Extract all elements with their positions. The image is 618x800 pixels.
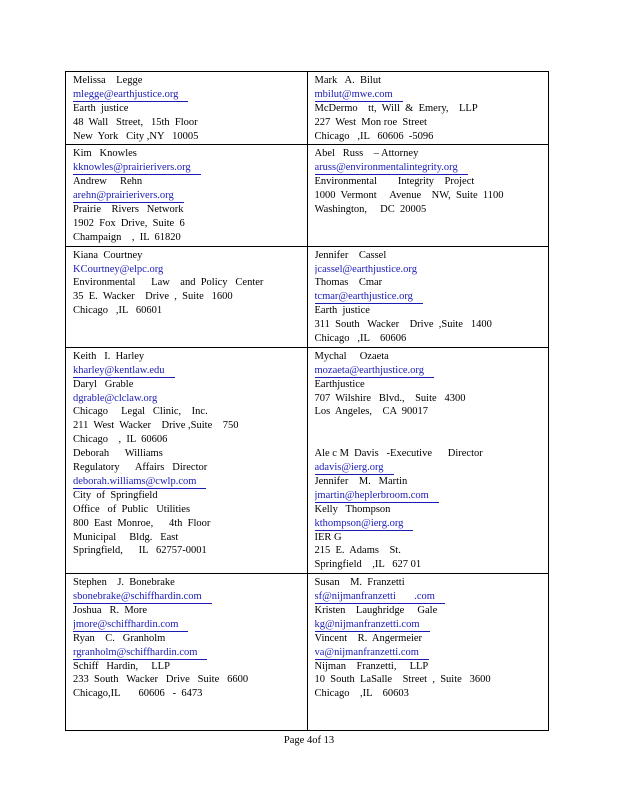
contact-text-line: Office of Public Utilities xyxy=(73,503,191,515)
email-link[interactable]: sf@nijmanfranzetti .com xyxy=(315,591,445,604)
contact-text-line: Chicago,IL 60606 - 6473 xyxy=(73,688,203,700)
email-link-line xyxy=(315,461,543,475)
table-row xyxy=(66,72,549,145)
contact-text-line: Washington, DC 20005 xyxy=(314,204,427,216)
email-link[interactable]: mlegge@earthjustice.org xyxy=(73,89,188,102)
blank-line xyxy=(73,701,301,715)
email-link-line xyxy=(315,161,543,175)
email-link-line xyxy=(315,263,543,277)
email-link-line xyxy=(315,489,543,503)
contact-text-line: 211 West Wacker Drive ,Suite 750 xyxy=(73,420,239,432)
contact-text-line: 1902 Fox Drive, Suite 6 xyxy=(73,217,185,229)
contact-text-line: Daryl Grable xyxy=(73,378,134,390)
email-link-line xyxy=(315,590,543,604)
contact-text-line: Vincent R. Angermeier xyxy=(314,632,423,644)
email-link[interactable]: kg@nijmanfranzetti.com xyxy=(315,619,430,632)
email-link-line xyxy=(73,364,301,378)
email-link[interactable]: tcmar@earthjustice.org xyxy=(315,291,423,304)
blank-line xyxy=(315,433,543,447)
contact-text-line: Earth justice xyxy=(314,305,370,317)
contact-text-line: Regulatory Affairs Director xyxy=(73,462,208,474)
contact-text-line: McDermo tt, Will & Emery, LLP xyxy=(314,102,478,114)
blank-line xyxy=(73,715,301,729)
contact-text-line: 233 South Wacker Drive Suite 6600 xyxy=(73,674,249,686)
contact-cell-right xyxy=(307,246,549,347)
email-link[interactable]: kknowles@prairierivers.org xyxy=(73,162,201,175)
contact-text-line: City of Springfield xyxy=(73,489,158,501)
email-link-line xyxy=(315,88,543,102)
contact-text-line: Kim Knowles xyxy=(73,148,137,160)
contact-text-line: Champaign , IL 61820 xyxy=(73,231,181,243)
contact-text-line: Kristen Laughridge Gale xyxy=(314,604,438,616)
contact-text-line: Municipal Bldg. East xyxy=(73,531,179,543)
contact-text-line: 215 E. Adams St. xyxy=(314,545,401,557)
contact-text-line: Stephen J. Bonebrake xyxy=(73,577,175,589)
table-row xyxy=(66,145,549,246)
email-link[interactable]: jmore@schiffhardin.com xyxy=(73,619,188,632)
email-link-line xyxy=(73,618,301,632)
contact-cell-right xyxy=(307,574,549,731)
email-link[interactable]: jmartin@heplerbroom.com xyxy=(315,490,439,503)
contact-text-line: Chicago ,IL 60601 xyxy=(73,305,163,317)
contact-text-line: Susan M. Franzetti xyxy=(314,577,405,589)
contact-text-line: 707 Wilshire Blvd., Suite 4300 xyxy=(314,392,466,404)
contact-text-line: Springfield, IL 62757-0001 xyxy=(73,545,207,557)
blank-line xyxy=(315,419,543,433)
email-link-line xyxy=(315,290,543,304)
contact-text-line: Keith I. Harley xyxy=(73,350,145,362)
email-link-line xyxy=(73,189,301,203)
contact-text-line: Thomas Cmar xyxy=(314,277,383,289)
contact-cell-left xyxy=(66,574,308,731)
email-link-line xyxy=(73,161,301,175)
contact-text-line: Chicago , IL 60606 xyxy=(73,434,168,446)
email-link[interactable]: arehn@prairierivers.org xyxy=(73,190,184,203)
contact-text-line: Mark A. Bilut xyxy=(314,75,382,86)
service-list-table xyxy=(65,71,549,731)
contact-text-line: 10 South LaSalle Street , Suite 3600 xyxy=(314,674,491,686)
contact-text-line: Nijman Franzetti, LLP xyxy=(314,660,429,672)
table-row xyxy=(66,574,549,731)
page-number-footer: Page 4of 13 xyxy=(283,735,335,746)
contact-text-line: Jennifer Cassel xyxy=(314,249,387,261)
email-link-line xyxy=(315,364,543,378)
contact-cell-left xyxy=(66,72,308,145)
contact-text-line: 311 South Wacker Drive ,Suite 1400 xyxy=(314,319,492,331)
email-link-line xyxy=(73,646,301,660)
contact-text-line: Springfield ,IL 627 01 xyxy=(314,559,422,571)
email-link-line xyxy=(315,618,543,632)
contact-text-line: 48 Wall Street, 15th Floor xyxy=(73,116,198,128)
email-link[interactable]: adavis@ierg.org xyxy=(315,462,394,475)
contact-text-line: Chicago ,IL 60606 xyxy=(314,333,407,345)
contact-text-line: New York City ,NY 10005 xyxy=(73,130,199,142)
contact-text-line: 800 East Monroe, 4th Floor xyxy=(73,517,211,529)
email-link[interactable]: aruss@environmentalintegrity.org xyxy=(315,162,468,175)
contact-text-line: Chicago Legal Clinic, Inc. xyxy=(73,406,208,418)
service-list-body xyxy=(66,72,549,731)
email-link[interactable]: rgranholm@schiffhardin.com xyxy=(73,647,207,660)
contact-text-line: Kiana Courtney xyxy=(73,249,143,261)
email-link-line xyxy=(315,646,543,660)
email-link[interactable]: sbonebrake@schiffhardin.com xyxy=(73,591,212,604)
email-link[interactable]: mbilut@mwe.com xyxy=(315,89,403,102)
contact-text-line: Environmental Law and Policy Center xyxy=(73,277,264,289)
email-link[interactable]: va@nijmanfranzetti.com xyxy=(315,647,429,660)
contact-cell-right xyxy=(307,145,549,246)
contact-text-line: Schiff Hardin, LLP xyxy=(73,660,170,672)
contact-cell-right xyxy=(307,347,549,573)
email-link[interactable]: kharley@kentlaw.edu xyxy=(73,365,175,378)
email-link-line xyxy=(315,517,543,531)
contact-text-line: 1000 Vermont Avenue NW, Suite 1100 xyxy=(314,190,504,202)
contact-text-line: Melissa Legge xyxy=(73,75,143,86)
contact-text-line: 35 E. Wacker Drive , Suite 1600 xyxy=(73,291,233,303)
contact-text-line: Ryan C. Granholm xyxy=(73,632,166,644)
contact-text-line: Los Angeles, CA 90017 xyxy=(314,406,428,418)
email-link-line xyxy=(73,263,301,277)
email-link[interactable]: mozaeta@earthjustice.org xyxy=(315,365,434,378)
contact-text-line: 227 West Mon roe Street xyxy=(314,116,427,128)
contact-cell-left xyxy=(66,347,308,573)
email-link[interactable]: dgrable@clclaw.org xyxy=(73,393,167,406)
contact-text-line: Earthjustice xyxy=(314,378,365,390)
contact-text-line: Jennifer M. Martin xyxy=(314,475,408,487)
email-link[interactable]: jcassel@earthjustice.org xyxy=(315,264,427,277)
contact-text-line: Andrew Rehn xyxy=(73,176,143,188)
email-link[interactable]: deborah.williams@cwlp.com xyxy=(73,476,206,489)
contact-text-line: Earth justice xyxy=(73,102,129,114)
contact-text-line: Ale c M Davis -Executive Director xyxy=(314,448,483,460)
contact-text-line: Deborah Williams xyxy=(73,448,163,460)
email-link-line xyxy=(73,475,301,489)
table-row xyxy=(66,246,549,347)
contact-cell-left xyxy=(66,246,308,347)
contact-text-line: Mychal Ozaeta xyxy=(314,350,389,362)
contact-text-line: Kelly Thompson xyxy=(314,503,391,515)
email-link-line xyxy=(73,88,301,102)
contact-text-line: IER G xyxy=(314,531,342,543)
email-link[interactable]: kthompson@ierg.org xyxy=(315,518,414,531)
contact-text-line: Joshua R. More xyxy=(73,604,148,616)
table-row xyxy=(66,347,549,573)
contact-text-line: Prairie Rivers Network xyxy=(73,204,184,216)
contact-cell-left xyxy=(66,145,308,246)
email-link[interactable]: KCourtney@elpc.org xyxy=(73,264,173,277)
email-link-line xyxy=(73,392,301,406)
contact-cell-right xyxy=(307,72,549,145)
contact-text-line: Environmental Integrity Project xyxy=(314,176,475,188)
contact-text-line: Chicago ,IL 60606 -5096 xyxy=(314,130,434,142)
contact-text-line: Abel Russ – Attorney xyxy=(314,148,419,160)
email-link-line xyxy=(73,590,301,604)
contact-text-line: Chicago ,IL 60603 xyxy=(314,688,409,700)
